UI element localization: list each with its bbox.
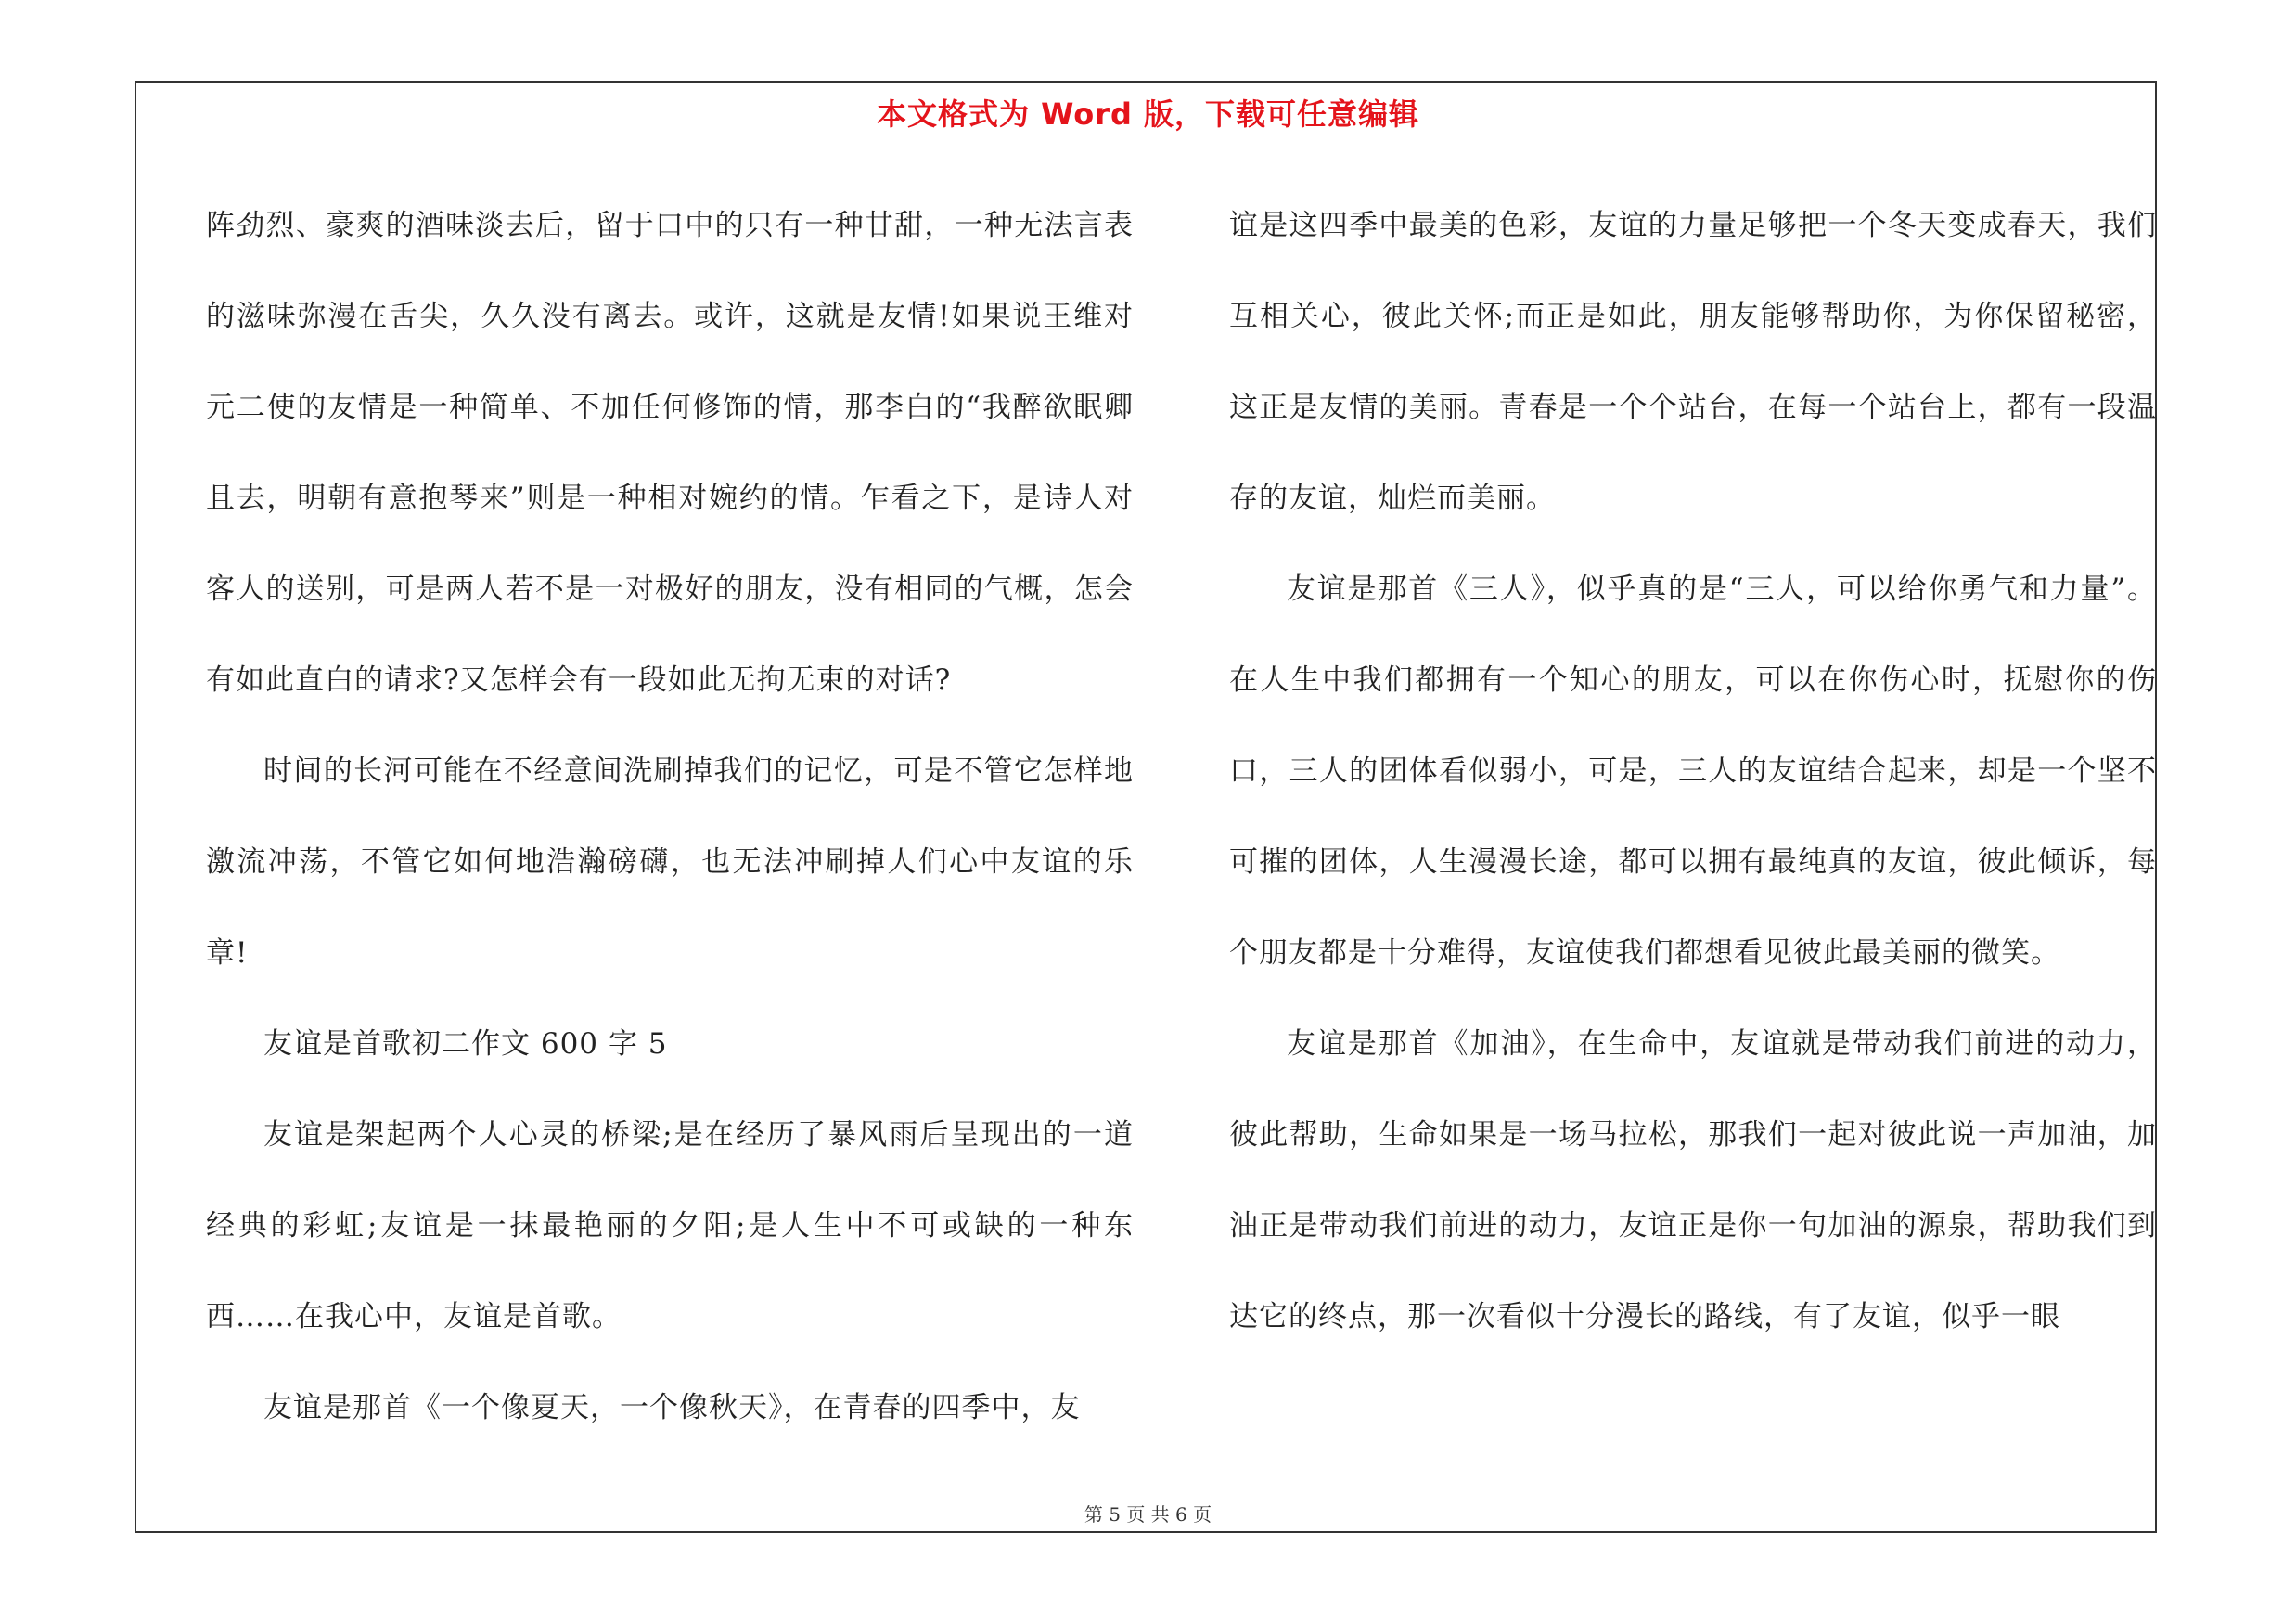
right-column (1229, 180, 2157, 1362)
section-heading: 友谊是首歌初二作文 600 字 5 (263, 1027, 668, 1061)
header-banner: 本文格式为 Word 版，下载可任意编辑 (876, 97, 1420, 132)
paragraph: 谊是这四季中最美的色彩，友谊的力量足够把一个冬天变成春天，我们互相关心，彼此关怀;而正是如此，朋友能够帮助你，为你保留秘密，这正是友情的美丽。青春是一个个站台，在每一个站台上，都有一段温存的友谊，灿烂而美丽。 (1229, 209, 2157, 515)
page-indicator: 第 5 页 共 6 页 (1084, 1503, 1212, 1526)
paragraph: 友谊是那首《加油》，在生命中，友谊就是带动我们前进的动力，彼此帮助，生命如果是一场马拉松，那我们一起对彼此说一声加油，加油正是带动我们前进的动力，友谊正是你一句加油的源泉，帮助我们到达它的终点，那一次看似十分漫长的路线，有了友谊，似乎一眼 (1229, 1027, 2157, 1333)
left-column (206, 180, 1134, 1453)
paragraph: 友谊是那首《三人》，似乎真的是“三人，可以给你勇气和力量”。在人生中我们都拥有一个知心的朋友，可以在你伤心时，抚慰你的伤口，三人的团体看似弱小，可是，三人的友谊结合起来，却是一个坚不可摧的团体，人生漫漫长途，都可以拥有最纯真的友谊，彼此倾诉，每个朋友都是十分难得，友谊使我们都想看见彼此最美丽的微笑。 (1229, 573, 2157, 970)
paragraph: 阵劲烈、豪爽的酒味淡去后，留于口中的只有一种甘甜，一种无法言表的滋味弥漫在舌尖，久久没有离去。或许，这就是友情!如果说王维对元二使的友情是一种简单、不加任何修饰的情，那李白的“我醉欲眠卿且去，明朝有意抱琴来”则是一种相对婉约的情。乍看之下，是诗人对客人的送别，可是两人若不是一对极好的朋友，没有相同的气概，怎会有如此直白的请求?又怎样会有一段如此无拘无束的对话? (206, 209, 1134, 697)
paragraph: 友谊是那首《一个像夏天，一个像秋天》，在青春的四季中，友 (263, 1391, 1081, 1424)
paragraph: 时间的长河可能在不经意间洗刷掉我们的记忆，可是不管它怎样地激流冲荡，不管它如何地浩瀚磅礴，也无法冲刷掉人们心中友谊的乐章! (206, 754, 1134, 970)
paragraph: 友谊是架起两个人心灵的桥梁;是在经历了暴风雨后呈现出的一道经典的彩虹;友谊是一抹最艳丽的夕阳;是人生中不可或缺的一种东西……在我心中，友谊是首歌。 (206, 1118, 1134, 1333)
